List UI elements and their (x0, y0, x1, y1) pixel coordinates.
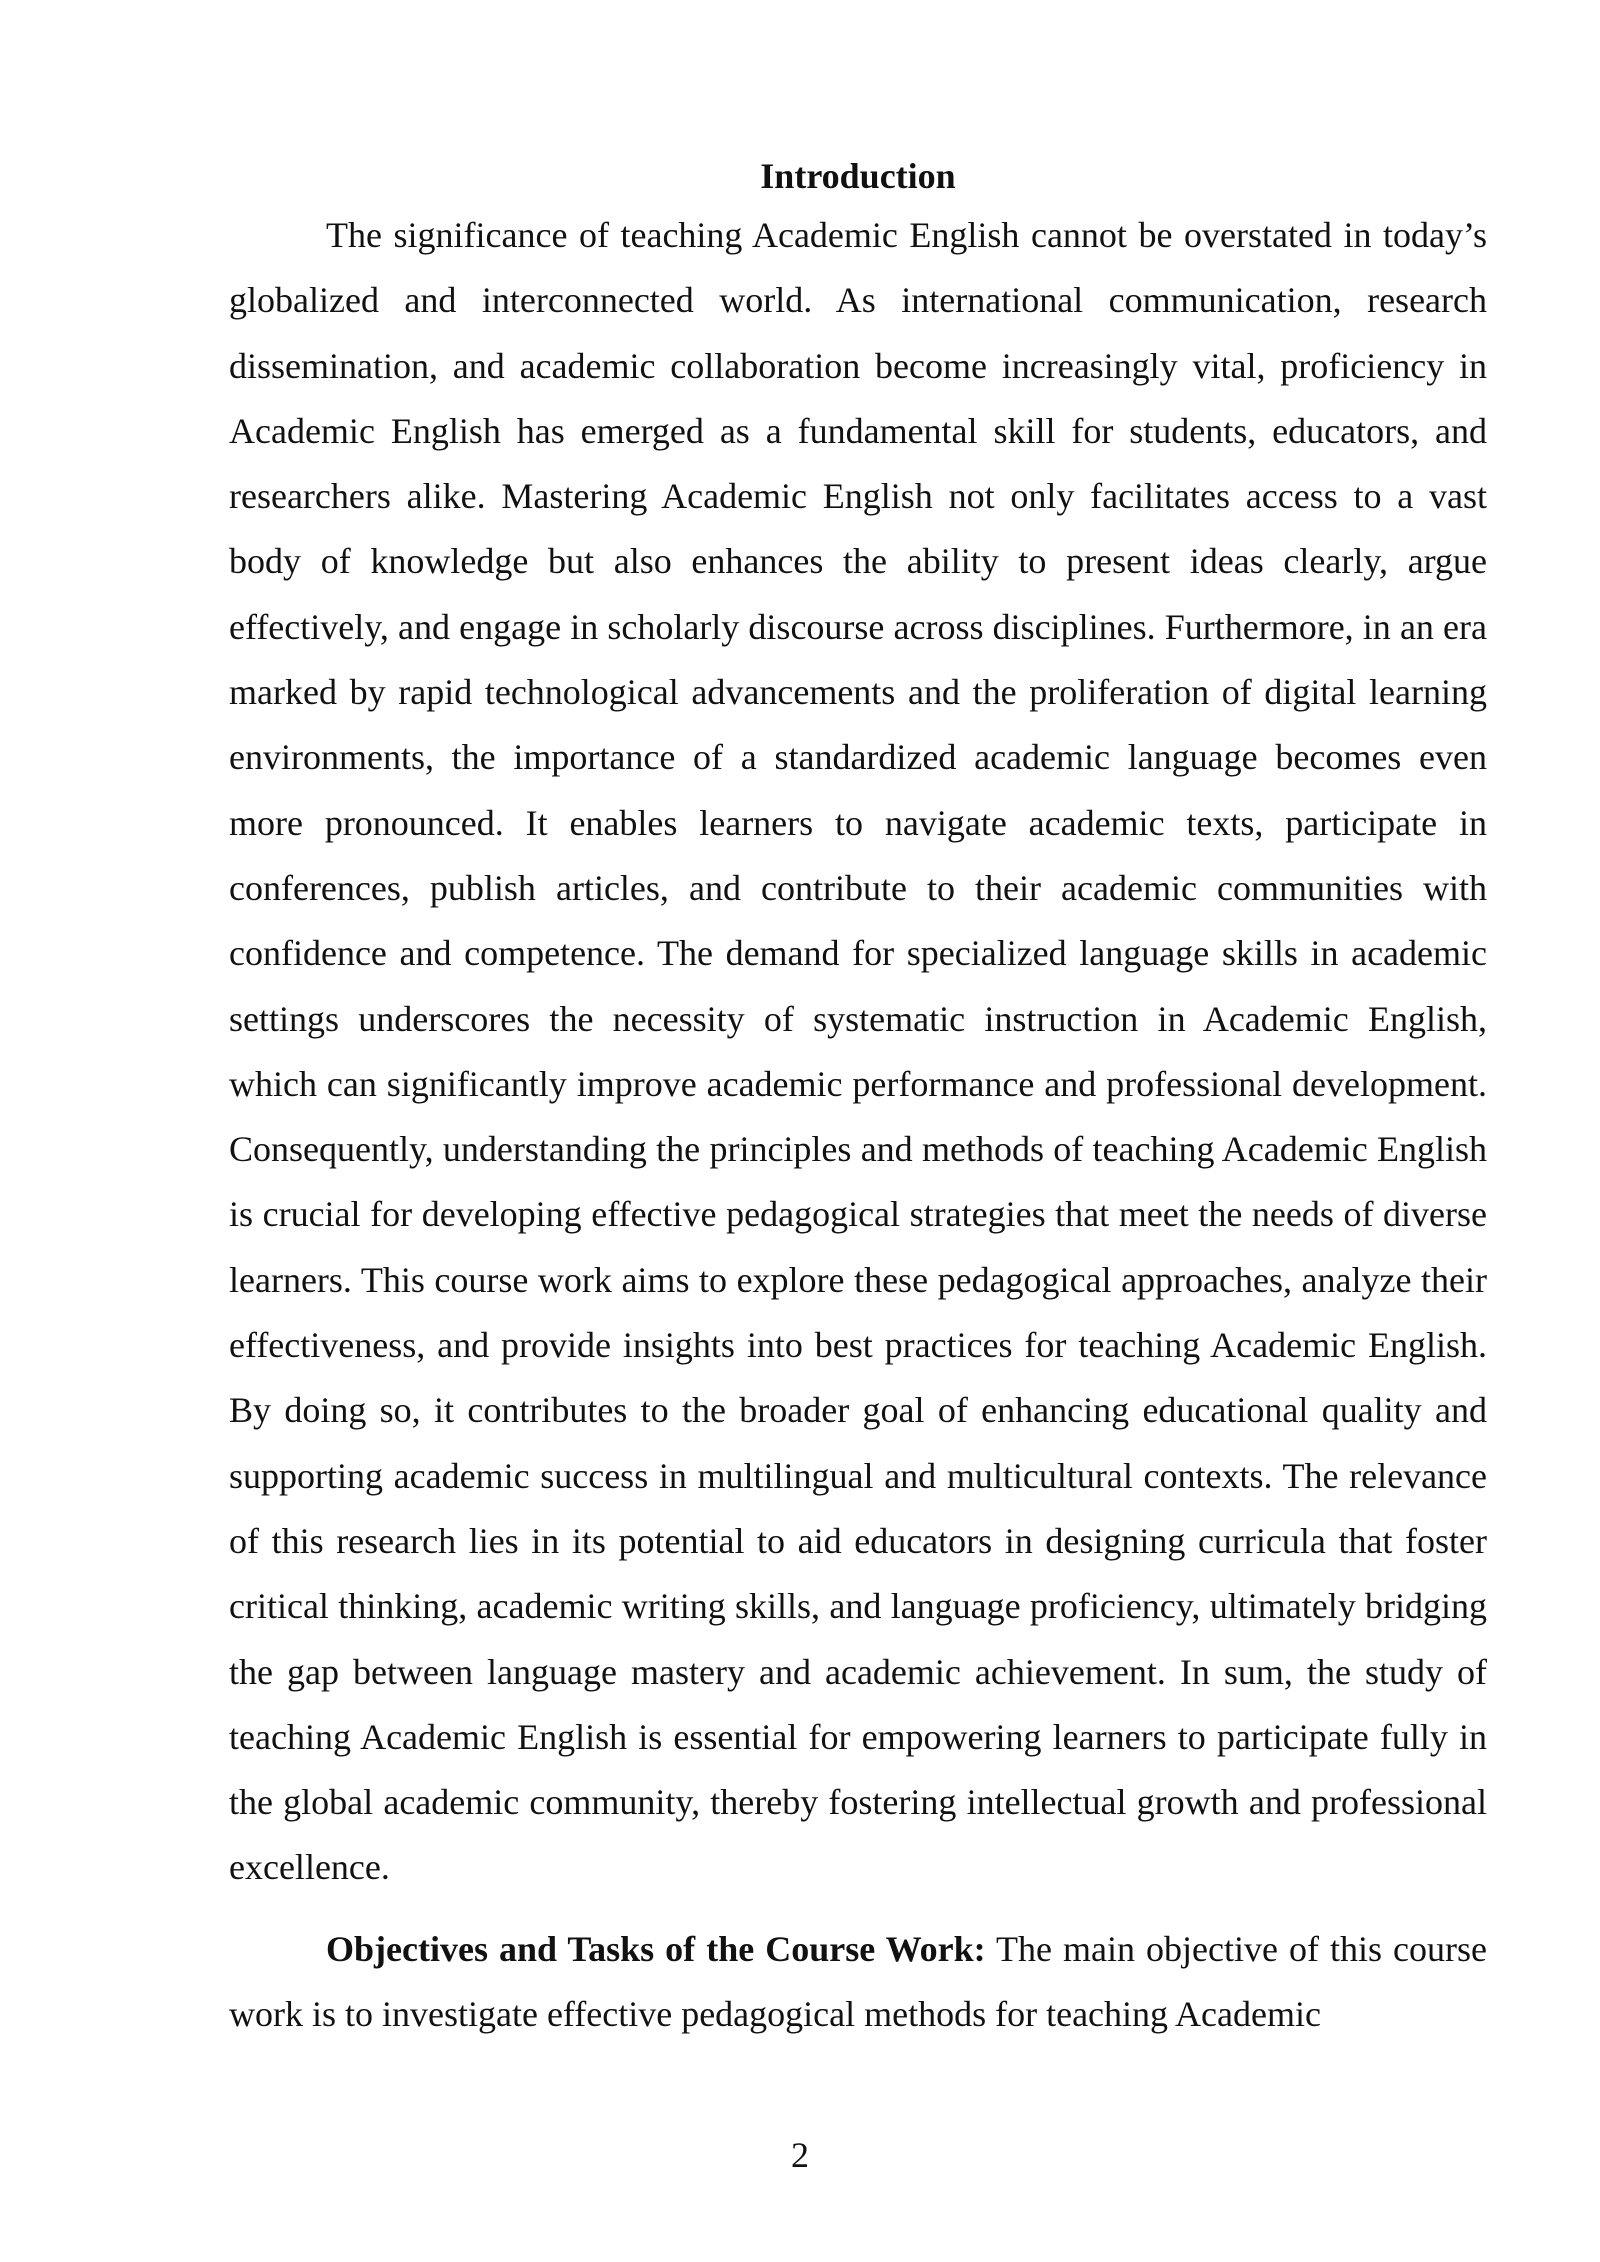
objectives-lead: Objectives and Tasks of the Course Work: (326, 1928, 986, 1969)
objectives-text: The main objective of this course work is to investigate effective pedagogical methods for teaching Academic (229, 1928, 1488, 2035)
page-number: 2 (791, 2135, 809, 2175)
section-heading: Introduction (760, 156, 956, 196)
objectives-paragraph (229, 1917, 1487, 2048)
introduction-paragraph: The significance of teaching Academic English cannot be overstated in today’s globalized and interconnected world. As international communication, research dissemination, and academic collaboration become increasingly vital, proficiency in Academic English has emerged as a fundamental skill for students, educators, and researchers alike. Mastering Academic English not only facilitates access to a vast body of knowledge but also enhances the ability to present ideas clearly, argue effectively, and engage in scholarly discourse across disciplines. Furthermore, in an era marked by rapid technological advancements and the proliferation of digital learning environments, the importance of a standardized academic language becomes even more pronounced. It enables learners to navigate academic texts, participate in conferences, publish articles, and contribute to their academic communities with confidence and competence. The demand for specialized language skills in academic settings underscores the necessity of systematic instruction in Academic English, which can significantly improve academic performance and professional development. Consequently, understanding the principles and methods of teaching Academic English is crucial for developing effective pedagogical strategies that meet the needs of diverse learners. This course work aims to explore these pedagogical approaches, analyze their effectiveness, and provide insights into best practices for teaching Academic English. By doing so, it contributes to the broader goal of enhancing educational quality and supporting academic success in multilingual and multicultural contexts. The relevance of this research lies in its potential to aid educators in designing curricula that foster critical thinking, academic writing skills, and language proficiency, ultimately bridging the gap between language mastery and academic achievement. In sum, the study of teaching Academic English is essential for empowering learners to participate fully in the global academic community, thereby fostering intellectual growth and professional excellence. (229, 215, 1487, 1888)
page-content (229, 149, 1487, 2047)
